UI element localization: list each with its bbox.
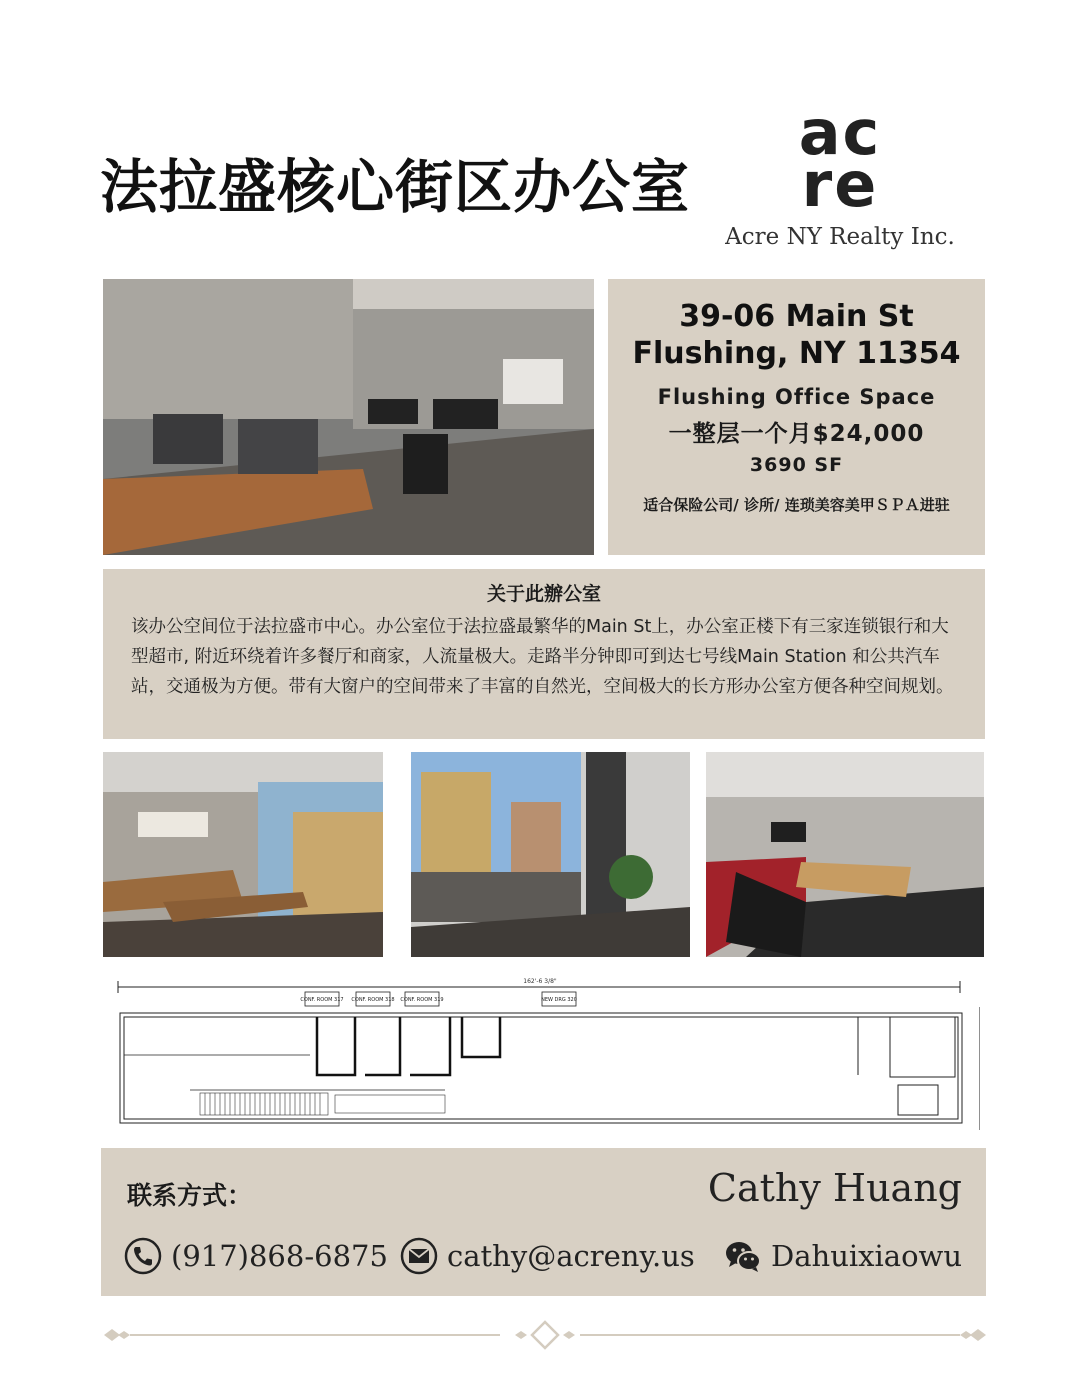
mail-icon <box>399 1236 439 1276</box>
phone-contact[interactable] <box>123 1236 388 1276</box>
main-office-photo <box>103 279 594 555</box>
svg-text:NEW DRG 320: NEW DRG 320 <box>541 997 577 1003</box>
svg-text:CONF. ROOM 319: CONF. ROOM 319 <box>400 997 444 1003</box>
email-address: cathy@acreny.us <box>447 1239 695 1273</box>
svg-text:CONF. ROOM 317: CONF. ROOM 317 <box>300 997 344 1003</box>
logo-mark: ac re <box>798 96 882 221</box>
office-photo-conference <box>706 752 984 957</box>
email-contact[interactable] <box>399 1236 695 1276</box>
wechat-id: Dahuixiaowu <box>771 1239 963 1273</box>
about-body: 该办公空间位于法拉盛市中心。办公室位于法拉盛最繁华的Main St上，办公室正楼下有三家连锁银行和大型超市, 附近环绕着许多餐厅和商家，人流量极大。走路半分钟即可到达七号线Main Station 和公共汽车站，交通极为方便。带有大窗户的空间带来了丰富的自然光，空间极大的长方形办公室方便各种空间规划。 <box>131 617 954 697</box>
agent-name: Cathy Huang <box>707 1166 962 1210</box>
about-title: 关于此辦公室 <box>486 583 601 605</box>
phone-icon <box>123 1236 163 1276</box>
wechat-contact[interactable] <box>723 1236 962 1276</box>
floor-plan <box>110 975 980 1135</box>
suitable-tenants: 适合保险公司/ 诊所/ 连琐美容美甲ＳＰＡ进驻 <box>643 496 950 514</box>
contact-label: 联系方式： <box>127 1181 253 1210</box>
office-photo-window <box>411 752 690 957</box>
about-section <box>103 569 985 739</box>
listing-info-card <box>608 279 985 555</box>
address-line2: Flushing, NY 11354 <box>632 336 961 371</box>
svg-text:162'-6 3/8": 162'-6 3/8" <box>523 978 557 985</box>
svg-text:CONF. ROOM 318: CONF. ROOM 318 <box>351 997 395 1003</box>
listing-subtitle: Flushing Office Space <box>657 385 936 409</box>
office-photo-desk <box>103 752 383 957</box>
listing-price: 一整层一个月$24,000 <box>668 421 925 447</box>
company-name: Acre NY Realty Inc. <box>725 224 955 250</box>
decorative-divider <box>100 1318 990 1352</box>
listing-size: 3690 SF <box>749 454 844 476</box>
wechat-icon <box>723 1236 763 1276</box>
phone-number: (917)868-6875 <box>171 1239 388 1273</box>
page-title: 法拉盛核心街区办公室 <box>100 153 691 221</box>
address-line1: 39-06 Main St <box>679 299 914 334</box>
contact-section <box>101 1148 986 1296</box>
company-logo <box>720 96 960 250</box>
